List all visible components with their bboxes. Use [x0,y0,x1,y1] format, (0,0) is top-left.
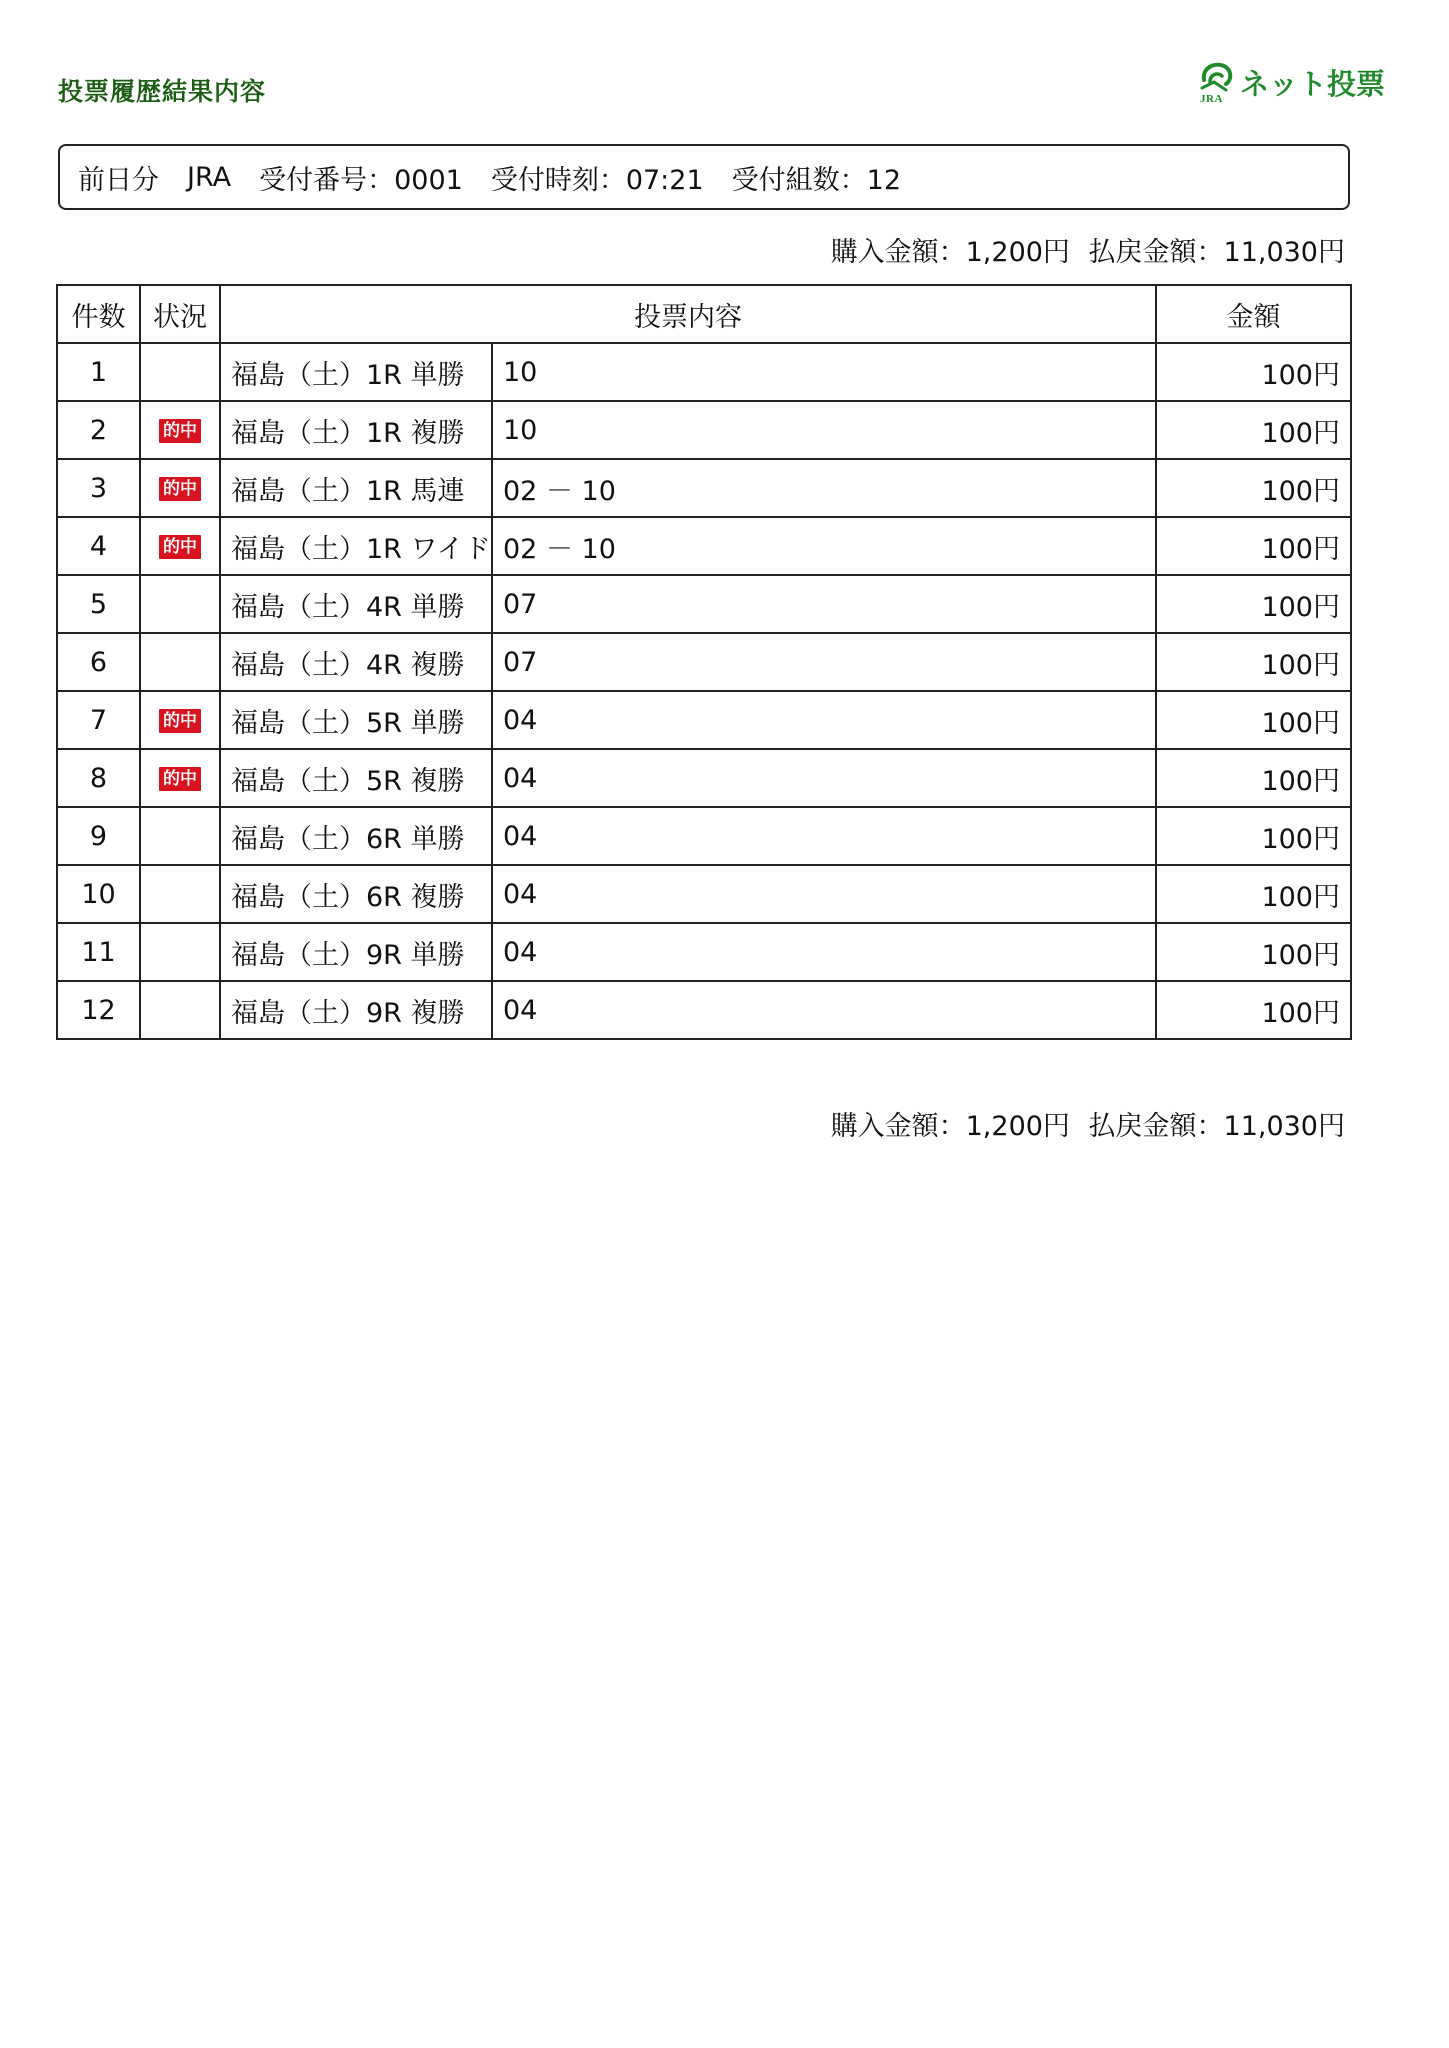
logo-jra-label: JRA [1200,93,1223,105]
row-selection: 04 [492,865,1156,923]
row-no: 2 [57,401,140,459]
hit-badge: 的中 [159,477,201,501]
payout-amount: 払戻金額：11,030円 [1088,1111,1345,1142]
info-group-count: 受付組数：12 [731,164,901,196]
row-race: 福島（土）6R 単勝 [220,807,492,865]
payout-amount: 払戻金額：11,030円 [1088,237,1345,268]
row-no: 4 [57,517,140,575]
hit-badge: 的中 [159,767,201,791]
row-no: 6 [57,633,140,691]
row-status [140,749,220,807]
row-selection: 07 [492,633,1156,691]
row-amount: 100円 [1156,807,1351,865]
table-row [57,633,1351,691]
row-status [140,865,220,923]
row-amount: 100円 [1156,981,1351,1039]
row-race: 福島（土）1R 複勝 [220,401,492,459]
row-race: 福島（土）5R 複勝 [220,749,492,807]
row-amount: 100円 [1156,401,1351,459]
header-content: 投票内容 [220,285,1156,343]
purchase-amount: 購入金額：1,200円 [830,1111,1070,1142]
row-status [140,343,220,401]
row-race: 福島（土）9R 単勝 [220,923,492,981]
row-amount: 100円 [1156,575,1351,633]
row-selection: 04 [492,923,1156,981]
table-header-row [57,285,1351,343]
row-status [140,691,220,749]
row-status [140,517,220,575]
row-race: 福島（土）6R 複勝 [220,865,492,923]
row-race: 福島（土）5R 単勝 [220,691,492,749]
summary-bottom [831,1104,1345,1143]
row-selection: 02 － 10 [492,459,1156,517]
bets-table [56,284,1352,1040]
row-selection: 10 [492,343,1156,401]
row-no: 10 [57,865,140,923]
header-status: 状況 [140,285,220,343]
row-amount: 100円 [1156,865,1351,923]
row-amount: 100円 [1156,923,1351,981]
row-race: 福島（土）1R 馬連 [220,459,492,517]
row-amount: 100円 [1156,517,1351,575]
row-no: 3 [57,459,140,517]
row-race: 福島（土）9R 複勝 [220,981,492,1039]
row-status [140,807,220,865]
info-day: 前日分 [78,164,159,196]
table-row [57,691,1351,749]
row-selection: 10 [492,401,1156,459]
row-amount: 100円 [1156,343,1351,401]
table-row [57,923,1351,981]
purchase-amount: 購入金額：1,200円 [830,237,1070,268]
row-status [140,981,220,1039]
row-no: 1 [57,343,140,401]
row-selection: 07 [492,575,1156,633]
row-no: 11 [57,923,140,981]
row-race: 福島（土）4R 複勝 [220,633,492,691]
row-race: 福島（土）4R 単勝 [220,575,492,633]
row-selection: 04 [492,981,1156,1039]
row-amount: 100円 [1156,633,1351,691]
table-row [57,865,1351,923]
row-selection: 04 [492,691,1156,749]
row-race: 福島（土）1R 単勝 [220,343,492,401]
logo-text: ネット投票 [1240,67,1386,101]
table-row [57,459,1351,517]
row-no: 9 [57,807,140,865]
header-amount: 金額 [1156,285,1351,343]
jra-net-vote-logo [1196,56,1386,112]
info-receipt-no: 受付番号：0001 [259,164,463,196]
row-no: 7 [57,691,140,749]
row-selection: 04 [492,749,1156,807]
table-row [57,807,1351,865]
row-selection: 02 － 10 [492,517,1156,575]
table-row [57,517,1351,575]
summary-top [831,230,1345,269]
table-row [57,575,1351,633]
info-receipt-time: 受付時刻：07:21 [490,164,704,196]
row-status [140,575,220,633]
row-status [140,633,220,691]
row-status [140,923,220,981]
hit-badge: 的中 [159,419,201,443]
page-title: 投票履歴結果内容 [58,77,267,106]
hit-badge: 的中 [159,709,201,733]
table-row [57,981,1351,1039]
table-row [57,343,1351,401]
row-amount: 100円 [1156,459,1351,517]
row-selection: 04 [492,807,1156,865]
table-row [57,749,1351,807]
row-no: 8 [57,749,140,807]
info-org: JRA [187,161,232,193]
row-no: 5 [57,575,140,633]
row-status [140,459,220,517]
row-amount: 100円 [1156,691,1351,749]
receipt-info-box [58,144,1350,210]
table-row [57,401,1351,459]
header-no: 件数 [57,285,140,343]
hit-badge: 的中 [159,535,201,559]
row-status [140,401,220,459]
row-no: 12 [57,981,140,1039]
row-race: 福島（土）1R ワイド [220,517,492,575]
row-amount: 100円 [1156,749,1351,807]
